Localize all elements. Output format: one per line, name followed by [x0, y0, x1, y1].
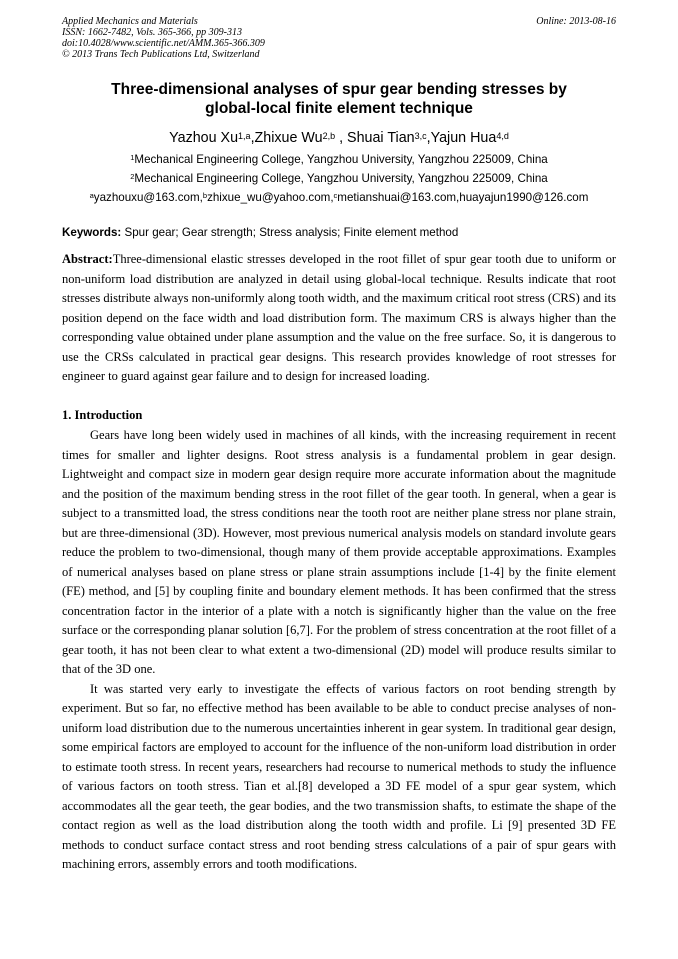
affiliation-sup: 1	[130, 153, 135, 162]
keywords-label: Keywords:	[62, 226, 122, 239]
introduction-paragraph-1: Gears have long been widely used in machines of all kinds, with the increasing requirement in recent times for smaller and lighter designs. Root stress analysis is a fundamental problem in gear design. Lightweight and compact size in modern gear design require more accurate information about the magnitude and the position of the maximum bending stress in the root fillet of the gear tooth. In general, when a gear is subject to a transmitted load, the stress conditions near the tooth root are neither plane stress nor plane strain, but are three-dimensional (3D). However, most previous numerical analysis models on standard involute gears reduce the problem to two-dimensional, though many of them provide acceptable approximations. Examples of numerical analyses based on plane stress or plane strain assumptions include [1-4] by the finite element (FE) method, and [5] by coupling finite and boundary element methods. It has been confirmed that the stress concentration factor in the interior of a plate with a notch is significantly higher than the value on the free surface or the corresponding planar solution [6,7]. For the problem of stress concentration at the root fillet of a gear tooth, it has not been clear to what extent a two-dimensional (2D) model will produce results similar to that of the 3D one.	[62, 428, 616, 676]
journal-header	[62, 16, 616, 60]
email-text: metianshuai@163.com,huayajun1990@126.com	[337, 191, 589, 204]
abstract	[62, 250, 616, 387]
email-sup: c	[333, 191, 338, 200]
author-name: ,Zhixue Wu	[250, 130, 323, 146]
title-line-1: Three-dimensional analyses of spur gear bending stresses by	[111, 81, 567, 98]
author-list	[62, 129, 616, 147]
affiliation-sup: 2	[130, 172, 135, 181]
paper-title	[62, 80, 616, 118]
keywords-text: Spur gear; Gear strength; Stress analysis; Finite element method	[121, 226, 459, 239]
author-name: ,Yajun Hua	[426, 130, 497, 146]
abstract-label: Abstract:	[62, 252, 113, 266]
author-name: Yazhou Xu	[169, 130, 239, 146]
journal-doi: doi:10.4028/www.scientific.net/AMM.365-366.309	[62, 38, 265, 49]
email-sup: a	[89, 191, 94, 200]
section-heading-introduction: 1. Introduction	[62, 408, 143, 422]
keywords	[62, 226, 616, 240]
affiliation-text: Mechanical Engineering College, Yangzhou University, Yangzhou 225009, China	[134, 153, 548, 166]
email-text: yazhouxu@163.com,	[93, 191, 203, 204]
title-line-2: global-local finite element technique	[205, 100, 473, 117]
abstract-text: Three-dimensional elastic stresses developed in the root fillet of spur gear tooth due to uniform or non-uniform load distribution are analyzed in detail using global-local technique. Results indicate that root stresses distribute always non-uniformly along tooth width, and the maximum critical root stress (CRS) and its position depend on the face width and load distribution form. The maximum CRS is always higher than the corresponding value obtained under plane assumption and the value on the free surface. So, it is dangerous to use the CRSs calculated in practical gear designs. This research provides knowledge of root stresses for engineer to guard against gear failure and to design for increased loading.	[62, 252, 616, 383]
author-sup: 3,c	[414, 131, 427, 141]
email-sup: b	[202, 191, 208, 200]
introduction-paragraph-2: It was started very early to investigate the effects of various factors on root bending strength by experiment. But so far, no effective method has been available to be able to conduct precise analyses of non-uniform load distribution due to the numerous uncertainties inherent in gear system. In traditional gear design, some empirical factors are employed to account for the influence of the non-uniform load distribution in order to estimate tooth stress. In recent years, researchers had recourse to numerical methods to study the influence of various factors on tooth stress. Tian et al.[8] developed a 3D FE model of a spur gear system, which accommodates all the gear teeth, the gear bodies, and the two transmission shafts, to estimate the shape of the contact region as well as the load distribution along the tooth width and profile. Li [9] presented 3D FE methods to conduct surface contact stress and root bending stress calculations of a pair of spur gears with machining errors, assembly errors and tooth modifications.	[62, 681, 616, 871]
introduction-body	[62, 426, 616, 875]
author-sup: 4,d	[496, 131, 509, 141]
online-date: Online: 2013-08-16	[536, 16, 616, 27]
journal-issn: ISSN: 1662-7482, Vols. 365-366, pp 309-313	[62, 27, 242, 38]
journal-name: Applied Mechanics and Materials	[62, 16, 198, 27]
author-sup: 1,a	[238, 131, 251, 141]
affiliation-2	[62, 172, 616, 186]
author-emails	[62, 191, 616, 205]
affiliation-text: Mechanical Engineering College, Yangzhou University, Yangzhou 225009, China	[134, 172, 548, 185]
email-text: zhixue_wu@yahoo.com,	[207, 191, 334, 204]
affiliation-1	[62, 153, 616, 167]
journal-copyright: © 2013 Trans Tech Publications Ltd, Switzerland	[62, 49, 260, 60]
author-sup: 2,b	[322, 131, 336, 141]
author-name: , Shuai Tian	[335, 130, 415, 146]
